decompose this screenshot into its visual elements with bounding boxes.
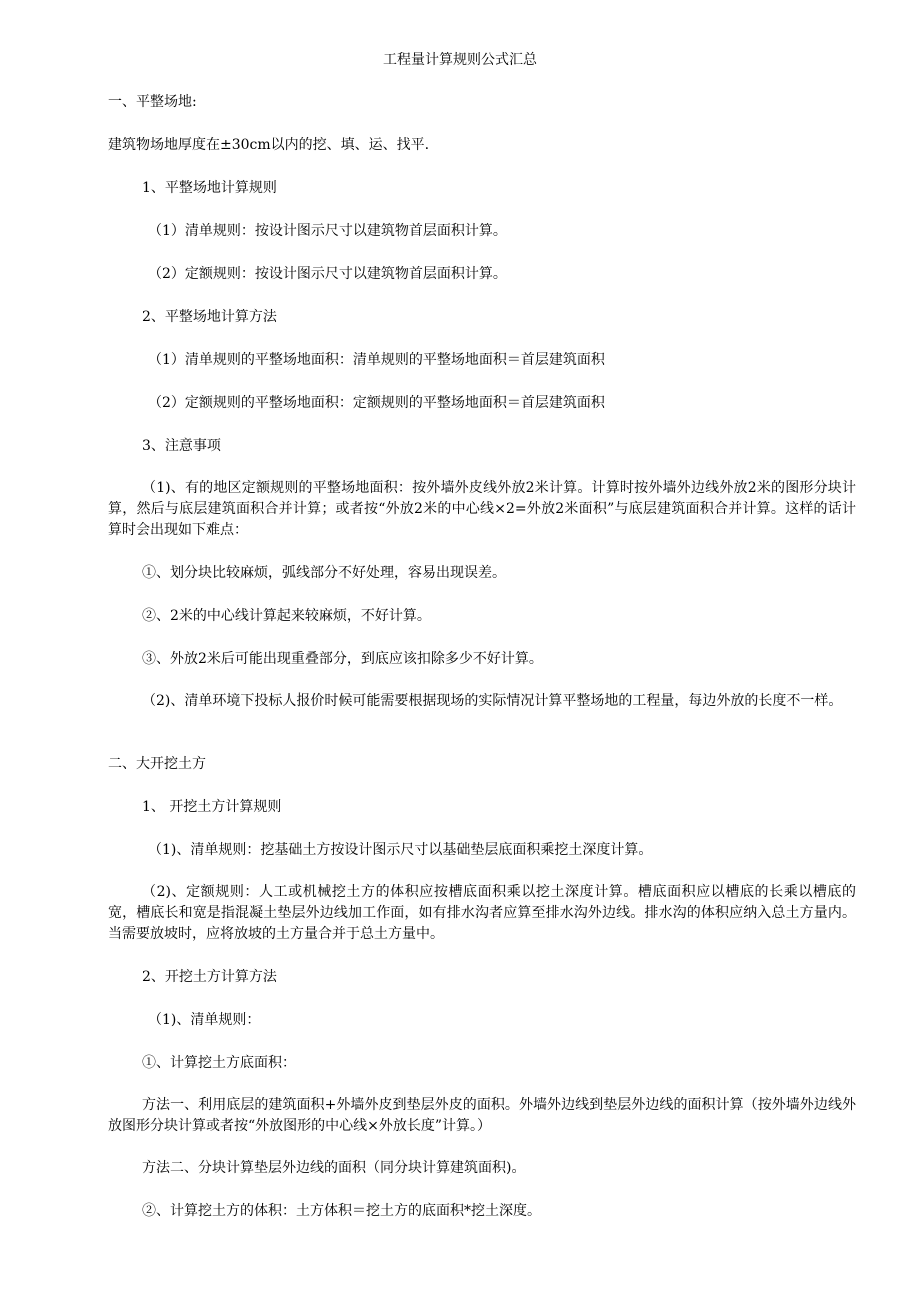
subsection-heading: 2、开挖土方计算方法 (142, 969, 277, 985)
subsection-heading: 1、 开挖土方计算规则 (142, 799, 282, 815)
difficulty-item: ②、2米的中心线计算起来较麻烦，不好计算。 (142, 608, 431, 624)
method-paragraph: 方法一、利用底层的建筑面积+外墙外皮到垫层外皮的面积。外墙外边线到垫层外边线的面积计算（按外墙外边线外放图形分块计算或者按“外放图形的中心线×外放长度”计算。） (108, 1097, 856, 1134)
rule-item: （2）定额规则：按设计图示尺寸以建筑物首层面积计算。 (148, 266, 507, 282)
section-heading-2: 二、大开挖土方 (108, 756, 206, 772)
method-item: （2）定额规则的平整场地面积：定额规则的平整场地面积＝首层建筑面积 (148, 395, 605, 411)
method-item: （1)、清单规则： (148, 1012, 261, 1028)
step-item: ①、计算挖土方底面积： (142, 1055, 296, 1071)
body-text-line: 建筑物场地厚度在±30cm以内的挖、填、运、找平. (108, 137, 430, 153)
method-item: 方法二、分块计算垫层外边线的面积（同分块计算建筑面积)。 (142, 1160, 526, 1176)
note-paragraph: （1)、有的地区定额规则的平整场地面积：按外墙外皮线外放2米计算。计算时按外墙外边线外放2米的图形分块计算，然后与底层建筑面积合并计算；或者按“外放2米的中心线×2=外放2米面积”与底层建筑面积合并计算。这样的话计算时会出现如下难点： (108, 480, 856, 538)
section-heading-1: 一、平整场地: (108, 94, 197, 110)
note-paragraph: （2)、清单环境下投标人报价时候可能需要根据现场的实际情况计算平整场地的工程量，每边外放的长度不一样。 (142, 693, 843, 709)
method-item: （1）清单规则的平整场地面积：清单规则的平整场地面积＝首层建筑面积 (148, 352, 605, 368)
rule-item: （1）清单规则：按设计图示尺寸以建筑物首层面积计算。 (148, 223, 507, 239)
difficulty-item: ①、划分块比较麻烦，弧线部分不好处理，容易出现误差。 (142, 565, 506, 581)
rule-paragraph: （2)、定额规则：人工或机械挖土方的体积应按槽底面积乘以挖土深度计算。槽底面积应以槽底的长乘以槽底的宽，槽底长和宽是指混凝土垫层外边线加工作面，如有排水沟者应算至排水沟外边线。排水沟的体积应纳入总土方量内。当需要放坡时，应将放坡的土方量合并于总土方量中。 (108, 884, 856, 942)
subsection-heading: 1、平整场地计算规则 (142, 180, 277, 196)
document-title: 工程量计算规则公式汇总 (383, 52, 537, 68)
subsection-heading: 3、注意事项 (142, 438, 221, 454)
difficulty-item: ③、外放2米后可能出现重叠部分，到底应该扣除多少不好计算。 (142, 651, 543, 667)
rule-item: （1)、清单规则：挖基础土方按设计图示尺寸以基础垫层底面积乘挖土深度计算。 (148, 842, 653, 858)
subsection-heading: 2、平整场地计算方法 (142, 309, 277, 325)
step-item: ②、计算挖土方的体积：土方体积＝挖土方的底面积*挖土深度。 (142, 1203, 541, 1219)
